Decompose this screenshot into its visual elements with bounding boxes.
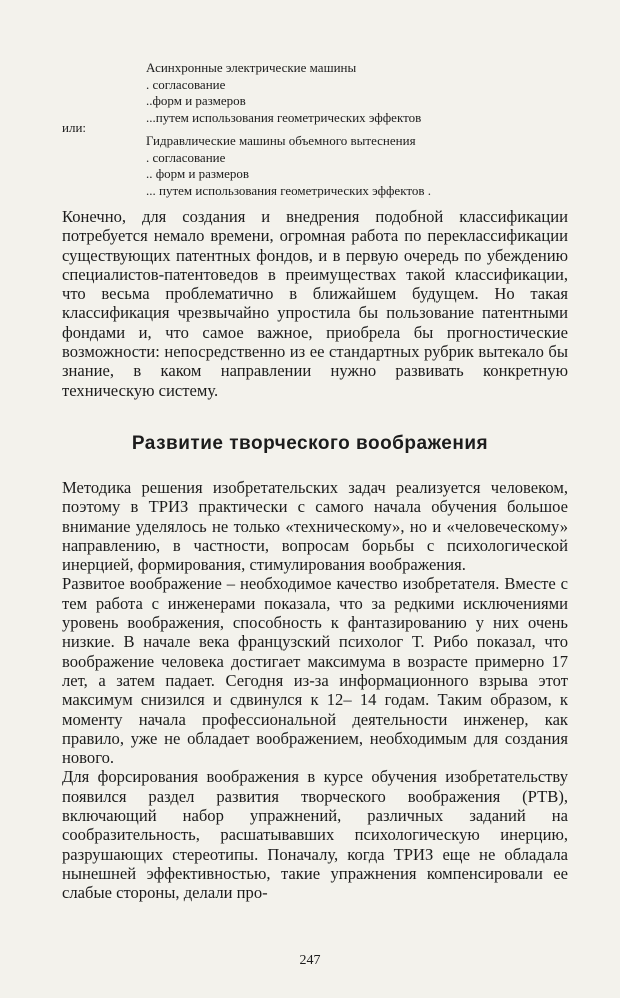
paragraph-1 bbox=[62, 207, 568, 400]
section-body bbox=[62, 478, 568, 903]
classification-line: Гидравлические машины объемного вытеснения bbox=[146, 133, 416, 148]
classification-line: . согласование bbox=[146, 149, 226, 165]
section-heading: Развитие творческого воображения bbox=[131, 433, 489, 454]
paragraph-2: Методика решения изобретательских задач реализуется человеком, поэтому в ТРИЗ практически с самого начала обучения большое внимание уделялось не только «техническому», но и «человеческому» направлению, в частности, вопросам борьбы с психологической инерцией, формирования, стимулирования воображения. bbox=[62, 478, 568, 575]
classification-line: .. форм и размеров bbox=[146, 166, 250, 181]
classification-line: ... путем использования геометрических эффектов . bbox=[146, 182, 431, 198]
classification-line: ...путем использования геометрических эффектов bbox=[146, 109, 422, 125]
paragraph-3: Развитое воображение – необходимое качество изобретателя. Вместе с тем работа с инженерами показала, что за редкими исключениями уровень воображения, способность к фантазированию у них очень низкие. В начале века французский психолог Т. Рибо показал, что воображение человека достигает максимума в возрасте примерно 17 лет, а затем падает. Сегодня из-за информационного взрыва этот максимум снизился и сдвинулся к 12– 14 годам. Таким образом, к моменту начала профессиональной деятельности инженер, как правило, уже не обладает воображением, необходимым для создания нового. bbox=[62, 574, 568, 768]
classification-line: . согласование bbox=[146, 76, 226, 92]
classification-line: ..форм и размеров bbox=[146, 93, 246, 108]
page-number: 247 bbox=[299, 953, 321, 968]
classification-example-a bbox=[146, 60, 421, 126]
paragraph-text: Конечно, для создания и внедрения подобной классификации потребуется немало времени, огромная работа по переклассификации существующих патентных фондов, и в первую очередь по убеждению специалистов-патентоведов в преимуществах такой классификации, что весьма проблематично в ближайшем будущем. Но такая классификация чрезвычайно упростила бы пользование патентными фондами и, что самое важное, приобрела бы прогностические возможности: непосредственно из ее стандартных рубрик вытекало бы знание, в каком направлении нужно развивать конкретную техническую систему. bbox=[62, 207, 568, 400]
classification-line: Асинхронные электрические машины bbox=[146, 60, 357, 75]
or-label: или: bbox=[62, 120, 87, 135]
classification-example-b bbox=[146, 133, 431, 199]
paragraph-4: Для форсирования воображения в курсе обучения изобретательству появился раздел развития творческого воображения (РТВ), включающий набор упражнений, различных заданий на сообразительность, расшатывавших психологическую инерцию, разрушающих стереотипы. Поначалу, когда ТРИЗ еще не обладала нынешней эффективностью, такие упражнения компенсировали ее слабые стороны, делали про- bbox=[62, 767, 568, 903]
